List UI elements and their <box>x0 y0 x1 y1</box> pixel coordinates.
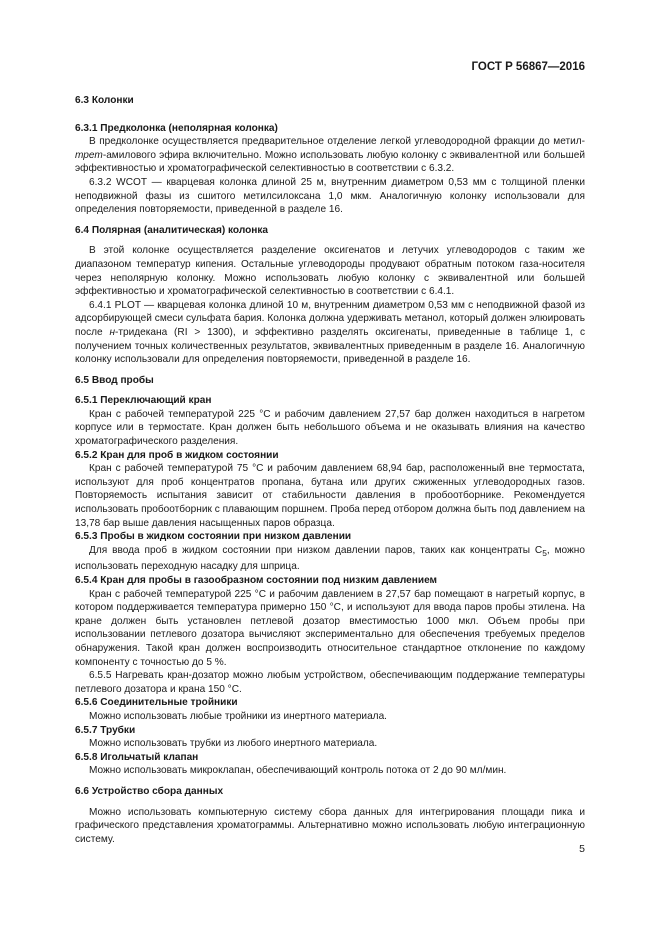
section-heading-6-3: 6.3 Колонки <box>75 95 134 106</box>
subsection-heading-6-5-8: 6.5.8 Игольчатый клапан <box>75 751 199 763</box>
text-run: , можно использовать переходную насадку для шприца. <box>75 544 585 573</box>
paragraph-6-5-3 <box>75 544 585 574</box>
paragraph-6-5-2: Кран с рабочей температурой 75 °С и рабочим давлением 68,94 бар, расположенный вне термостата, используют для проб концентратов пропана, бутана или других сжиженных углеводородных газов. Повторяемость испытания зависит от стабильности давления в пробоотборнике. Рекомендуется использовать пробоотборник с плавающим поршнем. Проба перед отбором должна быть под давлением на 13,78 бар выше давления насыщенных паров образца. <box>75 463 585 529</box>
paragraph-6-4-1 <box>75 299 585 367</box>
subsection-heading-6-5-4: 6.5.4 Кран для пробы в газообразном состоянии под низким давлением <box>75 575 438 587</box>
paragraph-6-3-1 <box>75 135 585 176</box>
italic-run: трет <box>75 149 103 161</box>
section-heading-6-6: 6.6 Устройство сбора данных <box>75 785 224 797</box>
paragraph-6-6: Можно использовать компьютерную систему сбора данных для интегрирования площади пика и графического представления хроматограммы. Альтернативно можно использовать любую интеграционную систему. <box>75 806 585 845</box>
document-body <box>75 94 585 846</box>
paragraph-6-3-2: 6.3.2 WCOT — кварцевая колонка длиной 25 м, внутренним диаметром 0,53 мм с толщиной пленки неподвижной фазы из сшитого метилсилоксана 1,0 мкм. Аналогичную колонку использовали для определения повторяемости, приведенной в разделе 16. <box>75 176 585 216</box>
section-heading-6-5: 6.5 Ввод пробы <box>75 374 154 386</box>
text-run: В предколонке осуществляется предварительное отделение легкой углеводородной фракции до метил- <box>89 136 585 148</box>
italic-run: н <box>109 326 116 338</box>
paragraph-6-5-8: Можно использовать микроклапан, обеспечивающий контроль потока от 2 до 90 мл/мин. <box>89 765 507 777</box>
text-run: Для ввода проб в жидком состоянии при низком давлении паров, таких как концентраты С <box>89 544 543 556</box>
text-run: -тридекана (RI > 1300), и эффективно разделять оксигенаты, приведенные в таблице 1, с получением точных количественных результатов, эквивалентных приведенным в разделе 16. Аналогичную колонку использовали для определения повторяемости, приведенной в разделе 16. <box>75 326 585 366</box>
text-run: 6.4.1 PLOT — кварцевая колонка длиной 10 м, внутренним диаметром 0,53 мм с неподвижной фазой из адсорбирующей смеси сульфата бария. Колонка должна удерживать метанол, который должен элюировать после <box>75 299 585 338</box>
paragraph-6-5-5: 6.5.5 Нагревать кран-дозатор можно любым устройством, обеспечивающим поддержание температуры петлевого дозатора и крана 150 °С. <box>75 670 585 695</box>
page-number: 5 <box>579 843 585 855</box>
subsection-heading-6-5-7: 6.5.7 Трубки <box>75 724 136 736</box>
subsection-heading-6-3-1: 6.3.1 Предколонка (неполярная колонка) <box>75 122 278 134</box>
paragraph-6-5-1: Кран с рабочей температурой 225 °С и рабочим давлением 27,57 бар должен находиться в нагретом корпусе или в термостате. Кран должен быть небольшого объема и не оказывать влияния на качество хроматографического разделения. <box>75 408 585 448</box>
document-code: ГОСТ Р 56867—2016 <box>471 61 585 73</box>
section-heading-6-4: 6.4 Полярная (аналитическая) колонка <box>75 224 269 236</box>
subsection-heading-6-5-3: 6.5.3 Пробы в жидком состоянии при низком давлении <box>75 531 352 543</box>
subsection-heading-6-5-2: 6.5.2 Кран для проб в жидком состоянии <box>75 449 279 461</box>
paragraph-6-5-6: Можно использовать любые тройники из инертного материала. <box>89 710 387 722</box>
subsection-heading-6-5-1: 6.5.1 Переключающий кран <box>75 395 212 407</box>
text-run: -амилового эфира включительно. Можно использовать любую колонку с эквивалентной или большей эффективностью и хроматографической селективностью в соответствии с 6.3.2. <box>75 149 585 175</box>
paragraph-6-4: В этой колонке осуществляется разделение оксигенатов и летучих углеводородов с таким же диапазоном температур кипения. Остальные углеводороды продувают обратным потоком газа-носителя через неполярную колонку. Можно использовать любую колонку с эквивалентной или большей эффективностью и хроматографической селективностью в соответствии с 6.4.1. <box>75 245 585 298</box>
subsection-heading-6-5-6: 6.5.6 Соединительные тройники <box>75 697 238 709</box>
paragraph-6-5-7: Можно использовать трубки из любого инертного материала. <box>89 738 378 750</box>
paragraph-6-5-4: Кран с рабочей температурой 225 °С и рабочим давлением в 27,57 бар помещают в нагретый корпус, в котором поддерживается температура примерно 150 °С, и используют для ввода паров пробы этилена. На кране должен быть установлен петлевой дозатор вместимостью 1000 мкл. Объем пробы при использовании петлевого дозатора вычисляют экспериментально для обеспечения требуемых пределов обнаружения. Такой кран должен воспроизводить относительное стандартное отклонение по каждому компоненту с точностью до 5 %. <box>75 588 585 668</box>
subscript-run: 5 <box>542 547 547 558</box>
